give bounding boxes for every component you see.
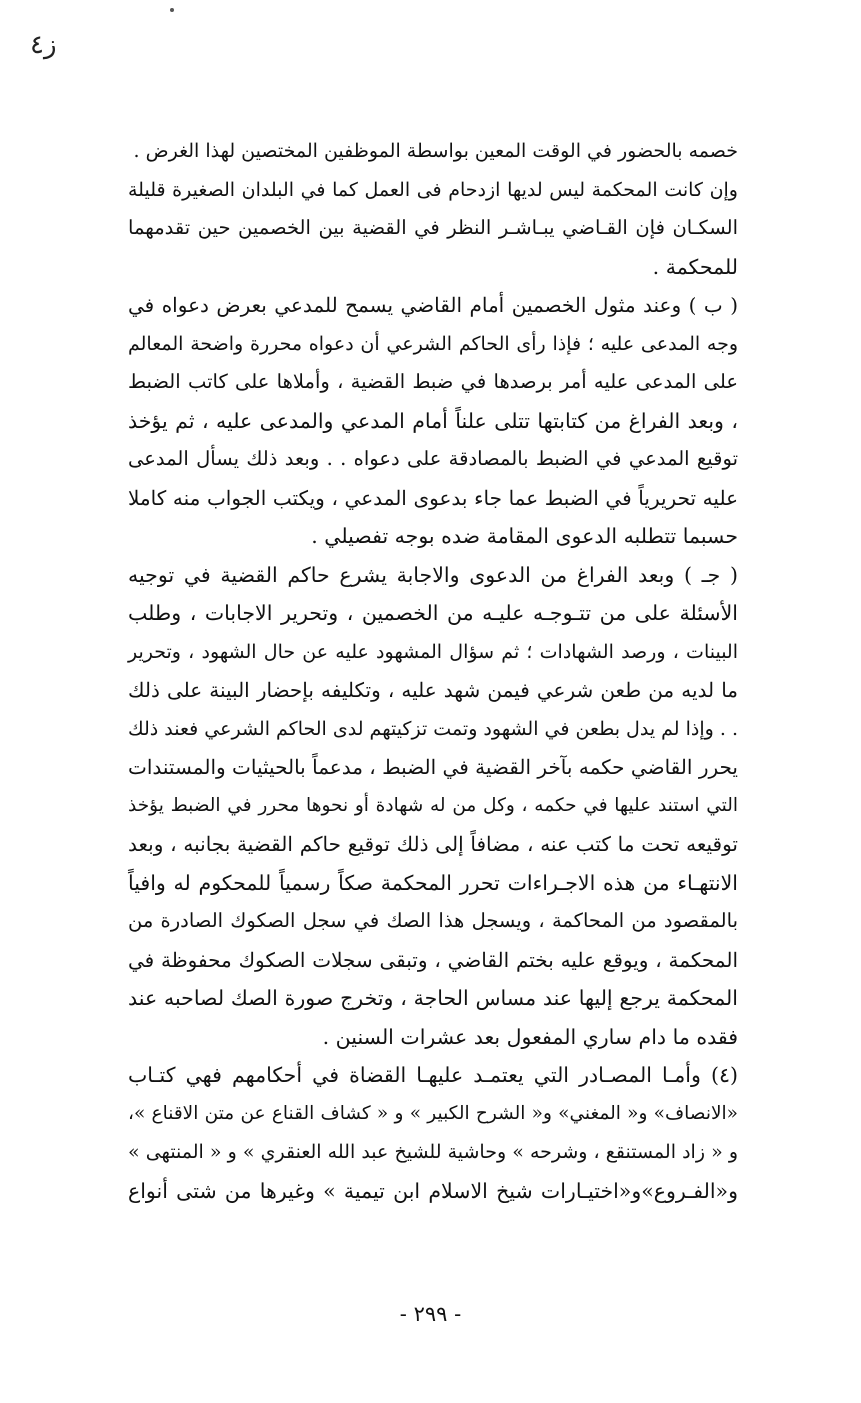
- text-line: توقيعه تحت ما كتب عنه ، مضافاً إلى ذلك توقيع حاكم القضية بجانبه ، وبعد: [128, 832, 738, 856]
- text-line: و « زاد المستنقع ، وشرحه » وحاشية للشيخ عبد الله العنقري » و « المنتهى »: [128, 1141, 738, 1163]
- text-line: المحكمة ، ويوقع عليه بختم القاضي ، وتبقى سجلات الصكوك محفوظة في: [128, 947, 738, 972]
- text-line: المحكمة يرجع إليها عند مساس الحاجة ، وتخرج صورة الصك لصاحبه عند: [128, 986, 738, 1010]
- text-line: الأسئلة على من تتـوجـه عليـه من الخصمين ، وتحرير الاجابات ، وطلب: [128, 601, 738, 625]
- text-line: ما لديه من طعن شرعي فيمن شهد عليه ، وتكليفه بإحضار البينة على ذلك: [128, 678, 738, 702]
- text-line: يحرر القاضي حكمه بآخر القضية في الضبط ، مدعماً بالحيثيات والمستندات: [128, 755, 738, 779]
- handwritten-corner-mark: ز٤: [30, 30, 57, 60]
- text-line: عليه تحريرياً في الضبط عما جاء بدعوى المدعي ، ويكتب الجواب منه كاملا: [128, 485, 738, 510]
- page-number: - ٢٩٩ -: [399, 1302, 462, 1326]
- scan-speck: [170, 8, 174, 12]
- text-line: وإن كانت المحكمة ليس لديها ازدحام فى العمل كما في البلدان الصغيرة قليلة: [128, 178, 738, 201]
- text-line: ، وبعد الفراغ من كتابتها تتلى علناً أمام المدعي والمدعى عليه ، ثم يؤخذ: [128, 408, 738, 433]
- text-line: وجه المدعى عليه ؛ فإذا رأى الحاكم الشرعي أن دعواه محررة واضحة المعالم: [128, 332, 738, 355]
- text-line: و«الفـروع»و«اختيـارات شيخ الاسلام ابن تيمية » وغيرها من شتى أنواع: [128, 1178, 738, 1203]
- text-line: خصمه بالحضور في الوقت المعين بواسطة الموظفين المختصين لهذا الغرض .: [133, 140, 738, 162]
- text-line: للمحكمة .: [652, 254, 738, 279]
- text-line: التي استند عليها في حكمه ، وكل من له شهادة أو نحوها محرر في الضبط يؤخذ: [128, 794, 738, 816]
- text-line: ( ب ) وعند مثول الخصمين أمام القاضي يسمح للمدعي بعرض دعواه في: [128, 293, 738, 317]
- text-line: الانتهـاء من هذه الاجـراءات تحرر المحكمة صكاً رسمياً للمحكوم له وافياً: [128, 870, 738, 895]
- text-line: حسبما تتطلبه الدعوى المقامة ضده بوجه تفصيلي .: [311, 524, 738, 548]
- text-line: البينات ، ورصد الشهادات ؛ ثم سؤال المشهود عليه عن حال الشهود ، وتحرير: [128, 640, 738, 663]
- text-line: السكـان فإن القـاضي يبـاشـر النظر في القضية بين الخصمين حين تقدمهما: [128, 216, 738, 239]
- text-line: . . وإذا لم يدل بطعن في الشهود وتمت تزكيتهم لدى الحاكم الشرعي فعند ذلك: [128, 717, 738, 740]
- text-line: ( جـ ) وبعد الفراغ من الدعوى والاجابة يشرع حاكم القضية في توجيه: [128, 562, 738, 587]
- body-text: [128, 132, 738, 1210]
- text-line: على المدعى عليه أمر برصدها في ضبط القضية ، وأملاها على كاتب الضبط: [128, 370, 738, 393]
- text-line: «الانصاف» و« المغني» و« الشرح الكبير » و « كشاف القناع عن متن الاقناع »،: [128, 1102, 738, 1124]
- text-line: (٤) وأمـا المصـادر التي يعتمـد عليهـا القضاة في أحكامهم فهي كتـاب: [128, 1063, 738, 1087]
- text-line: توقيع المدعي في الضبط بالمصادقة على دعواه . . وبعد ذلك يسأل المدعى: [128, 447, 738, 470]
- text-line: بالمقصود من المحاكمة ، ويسجل هذا الصك في سجل الصكوك الصادرة من: [128, 909, 738, 932]
- text-line: فقده ما دام ساري المفعول بعد عشرات السنين .: [322, 1024, 738, 1049]
